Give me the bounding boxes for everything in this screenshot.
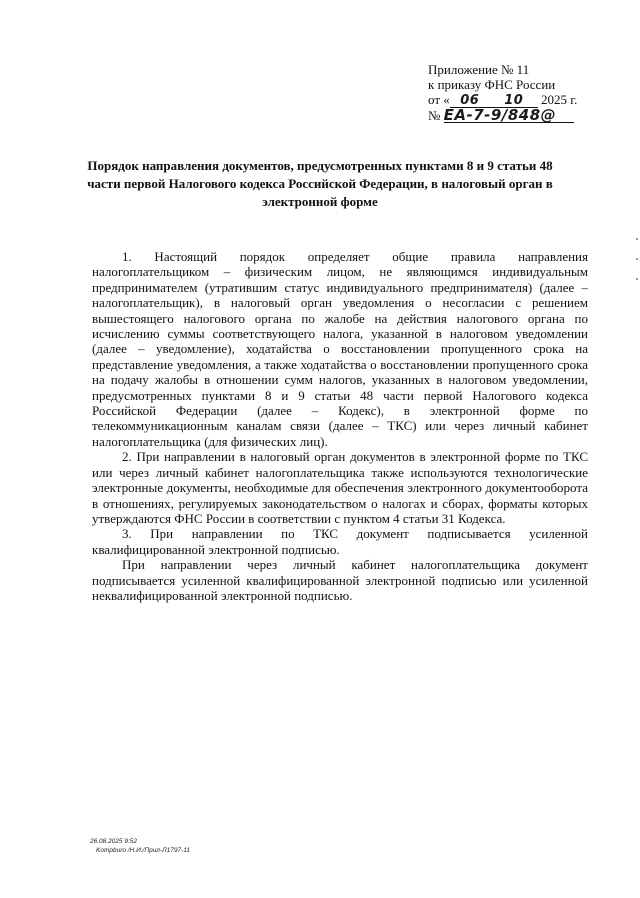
footer-timestamp: 26.08.2025 9:52 <box>90 838 137 845</box>
paragraph-1: 1. Настоящий порядок определяет общие правила направления налогоплательщиком – физическим лицом, не являющимся индивидуальным предпринимателем (утратившим статус индивидуального предпринимателя) (далее – налогоплательщик), в налоговый орган уведомления о несогласии с решением вышестоящего налогового органа по жалобе на действия налогового органа по исчислению суммы соответствующего налога, указанной в налоговом уведомлении (далее – уведомление), ходатайства о восстановлении пропущенного срока на представление уведомления, а также ходатайства о восстановлении пропущенного срока на подачу жалобы в отношении сумм налогов, указанных в налоговом уведомлении, предусмотренных пунктами 8 и 9 статьи 48 части первой Налогового кодекса Российской Федерации (далее – Кодекс), в электронной форме по телекоммуникационным каналам связи (далее – ТКС) или через личный кабинет налогоплательщика (для физических лиц). <box>92 249 588 449</box>
date-prefix: от « <box>428 92 450 107</box>
date-day-handwritten: 06 <box>450 94 490 108</box>
order-number <box>428 108 628 123</box>
scan-artifact <box>636 258 638 260</box>
scan-artifact <box>636 278 638 280</box>
date-year: 2025 г. <box>541 92 578 107</box>
paragraph-4: При направлении через личный кабинет налогоплательщика документ подписывается усиленной квалифицированной электронной подписью или усиленной неквалифицированной электронной подписью. <box>92 557 588 603</box>
order-number-handwritten: ЕА-7-9/848@ <box>444 109 574 123</box>
scan-artifact <box>636 238 638 240</box>
document-body <box>92 249 588 603</box>
appendix-label: Приложение № 11 <box>428 62 530 77</box>
number-prefix: № <box>428 108 441 123</box>
appendix-header <box>428 62 628 123</box>
paragraph-2: 2. При направлении в налоговый орган документов в электронной форме по ТКС или через личный кабинет налогоплательщика также используются технологические электронные документы, необходимые для обеспечения электронного документооборота в отношениях, регулируемых законодательством о налогах и сборах, форматы которых утверждаются ФНС России в соответствии с пунктом 4 статьи 31 Кодекса. <box>92 449 588 526</box>
footer-file-reference: Kompburo /Н.И./Прил-Л1797-11 <box>96 847 190 854</box>
document-title: Порядок направления документов, предусмотренных пунктами 8 и 9 статьи 48 части первой Налогового кодекса Российской Федерации, в налоговый орган в электронной форме <box>87 158 553 209</box>
order-reference: к приказу ФНС России <box>428 77 556 92</box>
paragraph-3: 3. При направлении по ТКС документ подписывается усиленной квалифицированной электронной подписью. <box>92 526 588 557</box>
document-footer <box>90 837 190 855</box>
date-month-handwritten: 10 <box>490 94 538 108</box>
